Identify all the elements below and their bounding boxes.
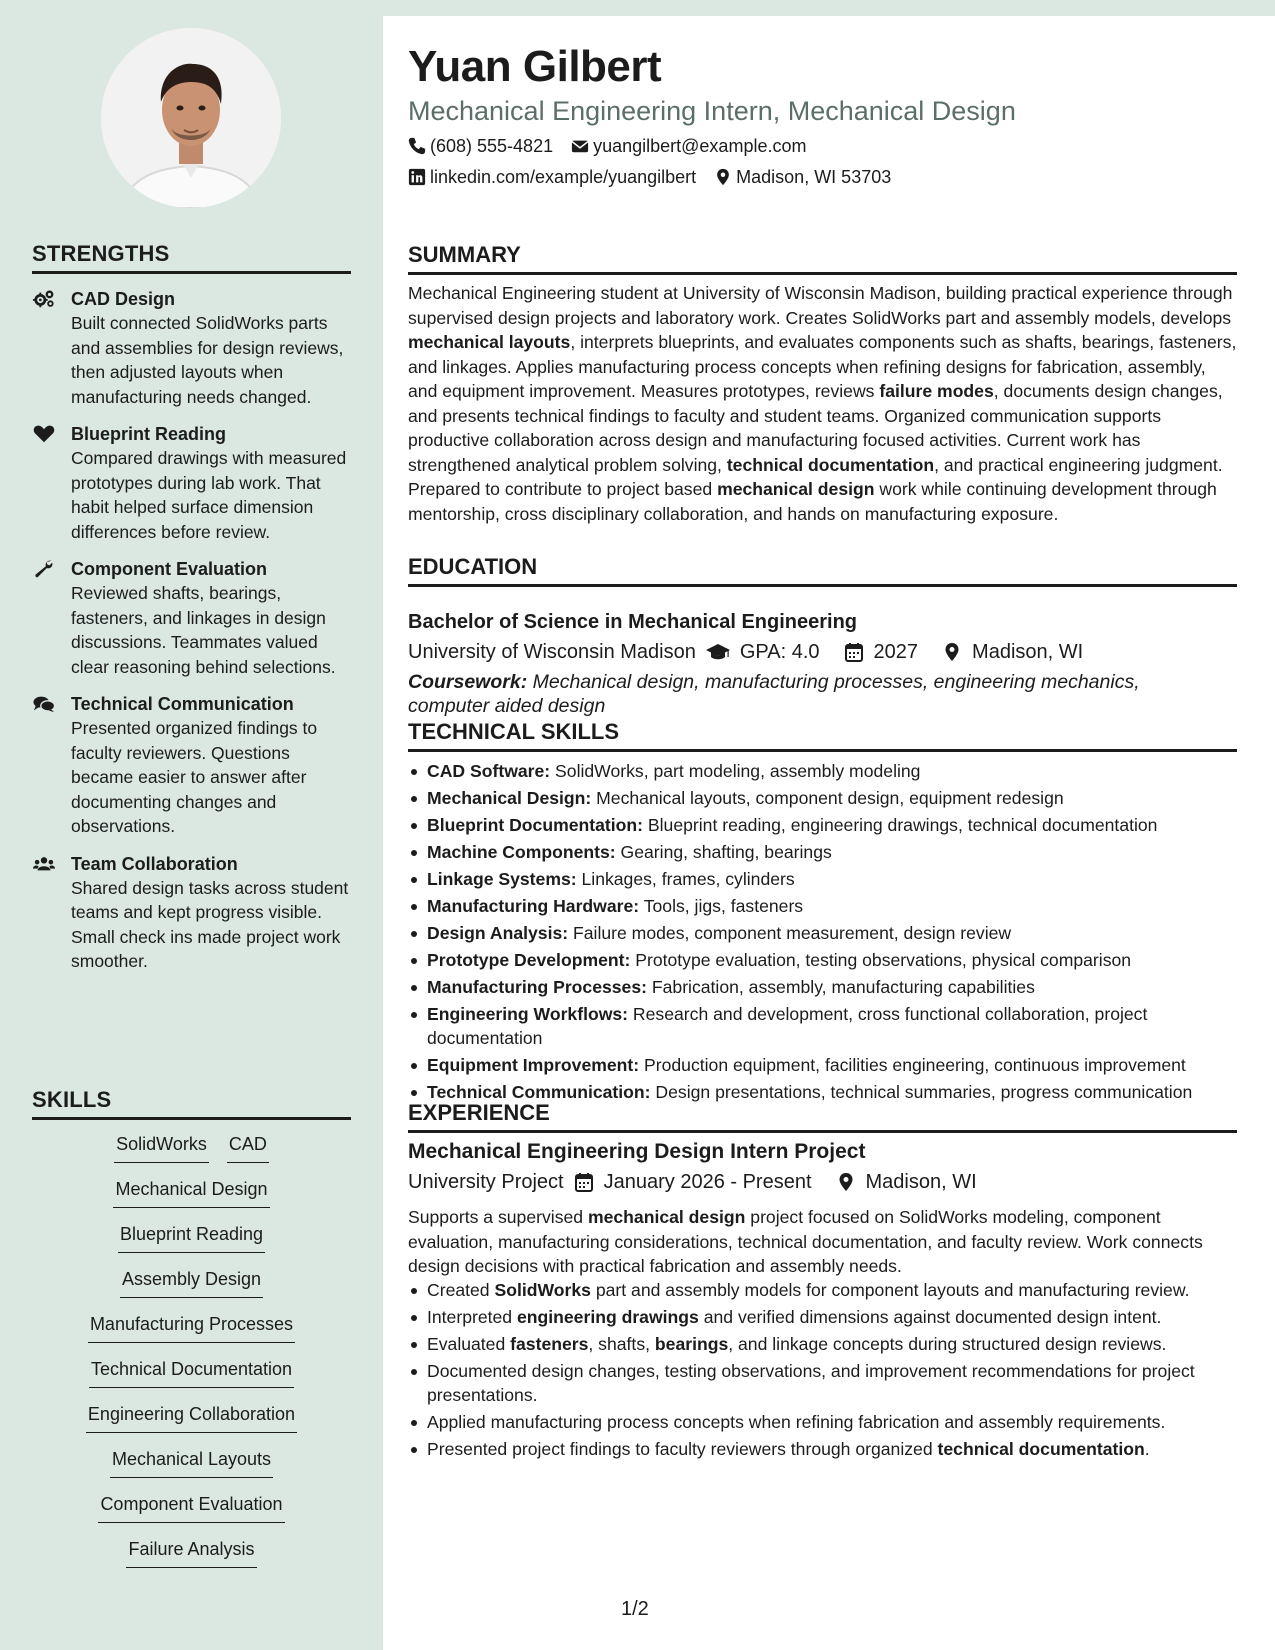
list-item: Documented design changes, testing observations, and improvement recommendations for project presentations. [408, 1359, 1208, 1407]
strength-item [32, 287, 354, 409]
linkedin-icon [408, 168, 426, 186]
envelope-icon [571, 137, 589, 155]
skill-tag: Failure Analysis [126, 1537, 256, 1568]
skill-tag: Engineering Collaboration [86, 1402, 297, 1433]
skill-tag: Assembly Design [120, 1267, 263, 1298]
summary-heading: SUMMARY [408, 241, 1237, 275]
strength-description: Built connected SolidWorks parts and assemblies for design reviews, then adjusted layouts when manufacturing needs changed. [71, 313, 344, 407]
wrench-icon [32, 559, 56, 579]
calendar-icon [574, 1172, 594, 1192]
strength-title: Component Evaluation [71, 559, 268, 579]
skill-tag: Blueprint Reading [118, 1222, 265, 1253]
list-item: Manufacturing Processes: Fabrication, assembly, manufacturing capabilities [408, 975, 1240, 999]
list-item: Design Analysis: Failure modes, component measurement, design review [408, 921, 1240, 945]
strength-title: Blueprint Reading [71, 424, 227, 444]
skill-tag: Mechanical Layouts [110, 1447, 273, 1478]
school-location: Madison, WI [972, 641, 1084, 663]
candidate-name: Yuan Gilbert [408, 42, 662, 91]
skill-tag: Component Evaluation [98, 1492, 284, 1523]
strength-title: Technical Communication [71, 694, 294, 714]
list-item: Technical Communication: Design presentations, technical summaries, progress communication [408, 1080, 1240, 1104]
strengths-heading: STRENGTHS [32, 241, 351, 274]
contact-row-2 [408, 165, 891, 189]
list-item: Evaluated fasteners, shafts, bearings, and linkage concepts during structured design reviews. [408, 1332, 1208, 1356]
map-pin-icon [836, 1172, 856, 1192]
strength-title: Team Collaboration [71, 853, 238, 874]
strengths-list [32, 287, 354, 987]
list-item: Linkage Systems: Linkages, frames, cylinders [408, 867, 1240, 891]
strength-description: Shared design tasks across student teams and kept progress visible. Small check ins made project work smoother. [71, 877, 349, 971]
strength-item [32, 557, 354, 679]
location-text: Madison, WI 53703 [736, 167, 892, 187]
technical-skills-list [408, 759, 1240, 1107]
employment-dates: January 2026 - Present [603, 1171, 812, 1193]
list-item: Engineering Workflows: Research and development, cross functional collaboration, project documentation [408, 1002, 1240, 1050]
linkedin-contact[interactable] [408, 165, 696, 189]
skill-tag: CAD [227, 1132, 269, 1163]
coursework: Coursework: Mechanical design, manufacturing processes, engineering mechanics, computer aided design [408, 671, 1140, 717]
skills-tag-list [32, 1132, 351, 1582]
list-item: CAD Software: SolidWorks, part modeling, assembly modeling [408, 759, 1240, 783]
calendar-icon [844, 642, 864, 662]
experience-intro: Supports a supervised mechanical design project focused on SolidWorks modeling, component evaluation, manufacturing considerations, technical documentation, and faculty review. Work connects design decisions with practical fabrication and assembly needs. [408, 1207, 1203, 1276]
degree-title: Bachelor of Science in Mechanical Engineering [408, 611, 858, 633]
candidate-role: Mechanical Engineering Intern, Mechanical Design [408, 96, 1016, 126]
contact-row-1 [408, 134, 806, 158]
education-heading: EDUCATION [408, 553, 1237, 587]
strength-item [32, 692, 354, 839]
strength-description: Reviewed shafts, bearings, fasteners, and linkages in design discussions. Teammates valued clear reasoning behind selections. [71, 583, 336, 677]
organization: University Project [408, 1171, 564, 1193]
list-item: Applied manufacturing process concepts when refining fabrication and assembly requirements. [408, 1410, 1208, 1434]
list-item: Interpreted engineering drawings and verified dimensions against documented design intent. [408, 1305, 1208, 1329]
strength-title: CAD Design [71, 289, 176, 309]
experience-bullets [408, 1278, 1208, 1464]
phone-icon [408, 137, 426, 155]
skill-tag: Technical Documentation [89, 1357, 294, 1388]
strength-description: Compared drawings with measured prototypes during lab work. That habit helped surface dimension differences before review. [71, 448, 347, 542]
chat-bubbles-icon [32, 694, 56, 714]
strength-description: Presented organized findings to faculty reviewers. Questions became easier to answer after documenting changes and observations. [71, 718, 318, 836]
strength-item [32, 422, 354, 544]
gpa: GPA: 4.0 [739, 641, 820, 663]
email-text: yuangilbert@example.com [593, 136, 807, 156]
list-item: Created SolidWorks part and assembly models for component layouts and manufacturing review. [408, 1278, 1208, 1302]
phone-text: (608) 555-4821 [430, 136, 554, 156]
list-item: Prototype Development: Prototype evaluation, testing observations, physical comparison [408, 948, 1240, 972]
skill-tag: SolidWorks [114, 1132, 209, 1163]
email-contact[interactable] [571, 134, 806, 158]
linkedin-text: linkedin.com/example/yuangilbert [430, 167, 697, 187]
sidebar [0, 0, 383, 1650]
gears-icon [32, 289, 56, 309]
list-item: Presented project findings to faculty reviewers through organized technical documentation. [408, 1437, 1208, 1461]
list-item: Manufacturing Hardware: Tools, jigs, fasteners [408, 894, 1240, 918]
map-pin-icon [714, 168, 732, 186]
skills-heading: SKILLS [32, 1087, 351, 1120]
technical-skills-heading: TECHNICAL SKILLS [408, 718, 1237, 752]
list-item: Equipment Improvement: Production equipment, facilities engineering, continuous improvement [408, 1053, 1240, 1077]
graduation-year: 2027 [873, 641, 919, 663]
experience-heading: EXPERIENCE [408, 1099, 1237, 1133]
strength-item [32, 852, 354, 974]
experience-location: Madison, WI [865, 1171, 977, 1193]
skill-tag: Manufacturing Processes [88, 1312, 295, 1343]
experience-meta [408, 1169, 977, 1195]
skill-tag: Mechanical Design [113, 1177, 269, 1208]
map-pin-icon [942, 642, 962, 662]
summary-text: Mechanical Engineering student at University of Wisconsin Madison, building practical experience through supervised design projects and laboratory work. Creates SolidWorks part and assembly models, develops mechanical layouts, interprets blueprints, and evaluates components such as shafts, bearings, fasteners, and linkages. Applies manufacturing process concepts when refining designs for fabrication, assembly, and equipment improvement. Measures prototypes, reviews failure modes, documents design changes, and presents technical findings to faculty and student teams. Organized communication supports productive collaboration across design and manufacturing focused activities. Current work has strengthened analytical problem solving, technical documentation, and practical engineering judgment. Prepared to contribute to project based mechanical design work while continuing development through mentorship, cross disciplinary collaboration, and hands on manufacturing exposure. [408, 283, 1237, 524]
users-icon [32, 854, 56, 874]
graduation-cap-icon [706, 642, 730, 662]
list-item: Machine Components: Gearing, shafting, bearings [408, 840, 1240, 864]
list-item: Blueprint Documentation: Blueprint reading, engineering drawings, technical documentation [408, 813, 1240, 837]
education-meta [408, 639, 1083, 665]
list-item: Mechanical Design: Mechanical layouts, component design, equipment redesign [408, 786, 1240, 810]
main-content [383, 16, 1275, 1650]
profile-photo [101, 28, 281, 208]
job-title: Mechanical Engineering Design Intern Project [408, 1140, 866, 1163]
page-number: 1/2 [621, 1598, 649, 1620]
location-contact [714, 165, 891, 189]
heart-icon [32, 424, 56, 444]
school-name: University of Wisconsin Madison [408, 641, 696, 663]
phone-contact[interactable] [408, 134, 553, 158]
